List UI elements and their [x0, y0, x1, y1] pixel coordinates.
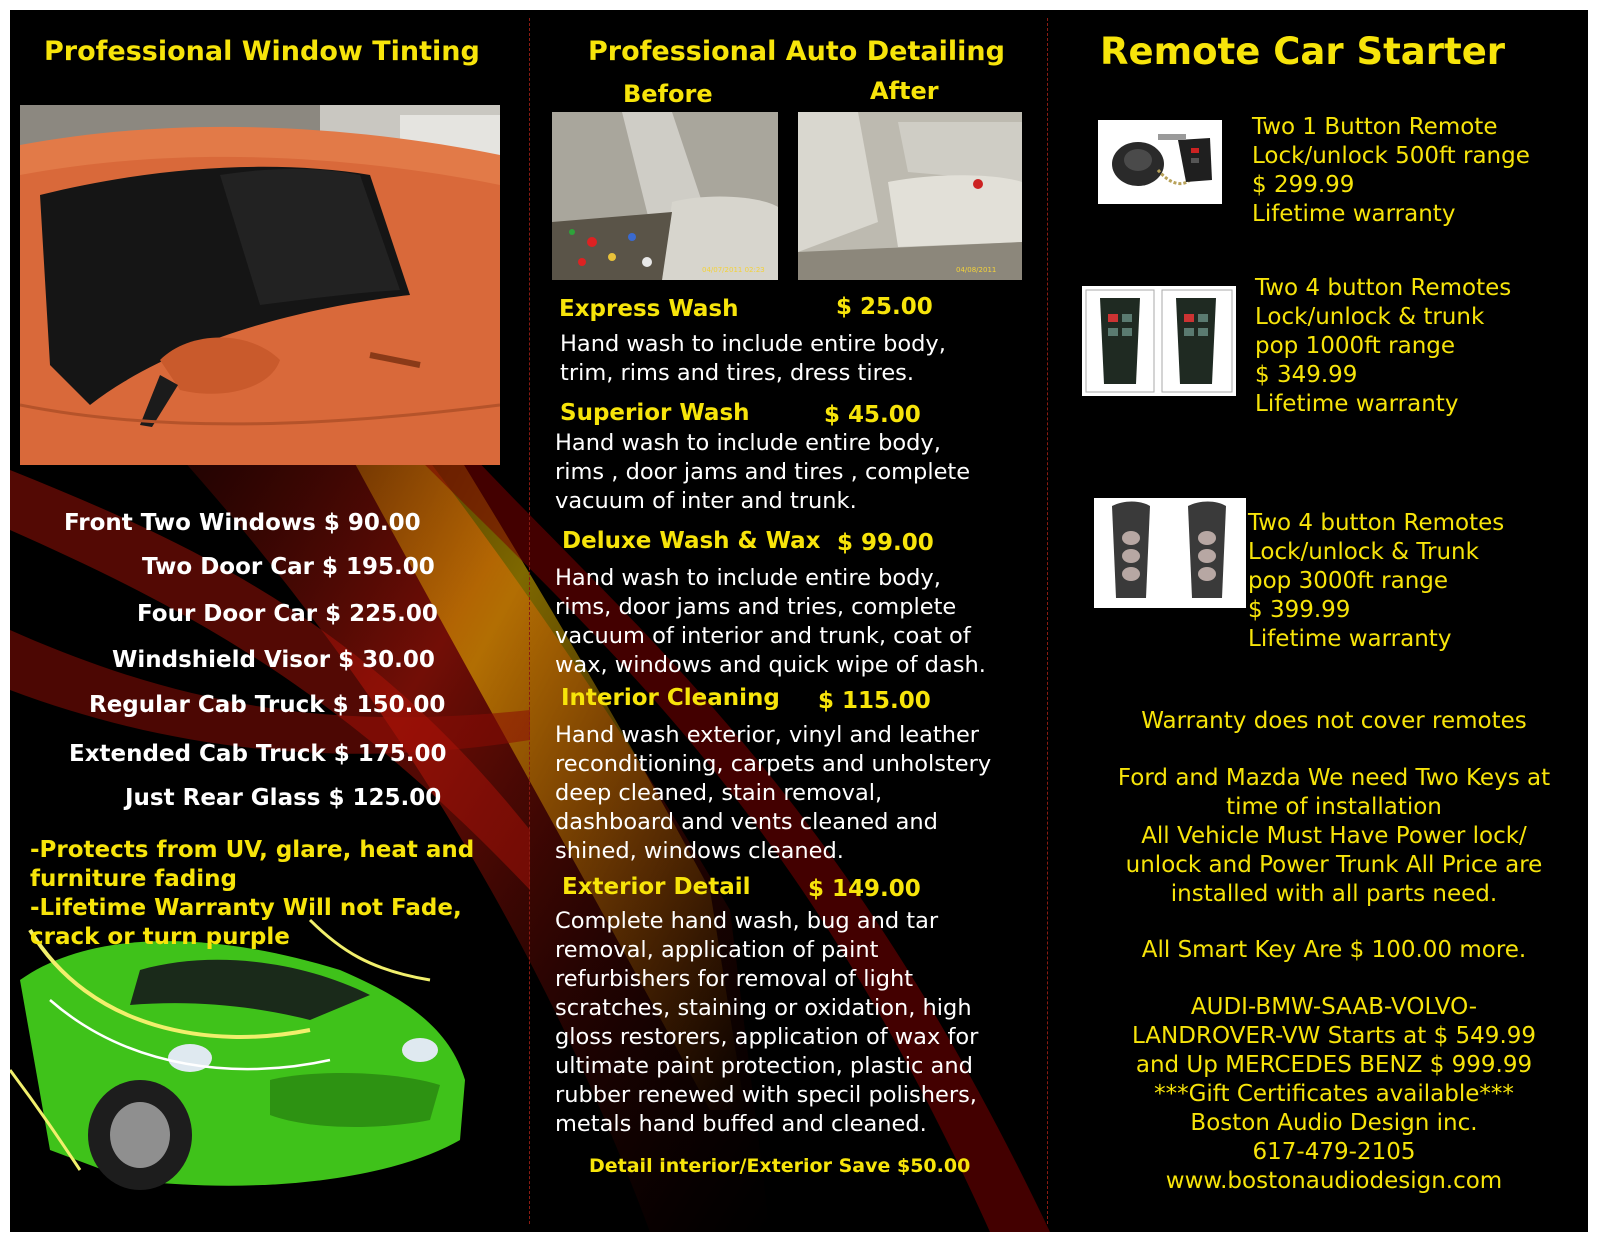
- before-interior-photo: [552, 112, 778, 280]
- benefit-line: -Protects from UV, glare, heat and: [30, 837, 475, 863]
- service-name-superior-wash: Superior Wash: [560, 400, 750, 426]
- before-label: Before: [623, 80, 713, 108]
- price-front-two-windows: Front Two Windows $ 90.00: [64, 510, 421, 536]
- service-desc-exterior-detail: Complete hand wash, bug and tar removal, application of paint refurbishers for removal of light scratches, staining or oxidation, high gloss restorers, application of wax for ultimate paint protection, plastic and rubber renewed with specil polishers, metals hand buffed and cleaned.: [555, 908, 979, 1137]
- service-name-interior-cleaning: Interior Cleaning: [561, 685, 780, 711]
- product-one-button-remote: Two 1 Button Remote Lock/unlock 500ft range $ 299.99 Lifetime warranty: [1252, 114, 1530, 227]
- brochure: [10, 10, 1588, 1232]
- service-name-exterior-detail: Exterior Detail: [562, 874, 751, 900]
- four-button-remotes-image: [1082, 286, 1236, 396]
- after-photo-timestamp: 04/08/2011: [956, 266, 997, 274]
- service-desc-express-wash: Hand wash to include entire body, trim, rims and tires, dress tires.: [560, 331, 946, 386]
- service-desc-interior-cleaning: Hand wash exterior, vinyl and leather reconditioning, carpets and unholstery deep cleaned, stain removal, dashboard and vents cleaned and shined, windows cleaned.: [555, 722, 992, 864]
- service-desc-deluxe-wash-wax: Hand wash to include entire body, rims, door jams and tries, complete vacuum of interior and trunk, coat of wax, windows and quick wipe of dash.: [555, 565, 986, 678]
- key-fob-remote-image: [1098, 120, 1222, 204]
- product-four-button-1000ft: Two 4 button Remotes Lock/unlock & trunk pop 1000ft range $ 349.99 Lifetime warranty: [1255, 275, 1512, 417]
- price-two-door-car: Two Door Car $ 195.00: [142, 554, 435, 580]
- service-price-express-wash: $ 25.00: [836, 294, 933, 320]
- price-just-rear-glass: Just Rear Glass $ 125.00: [125, 785, 442, 811]
- service-price-exterior-detail: $ 149.00: [808, 876, 921, 902]
- service-desc-superior-wash: Hand wash to include entire body, rims , door jams and tires , complete vacuum of inter and trunk.: [555, 430, 971, 514]
- detail-save-offer: Detail interior/Exterior Save $50.00: [589, 1155, 971, 1177]
- auto-detailing-title: Professional Auto Detailing: [588, 36, 1005, 67]
- remote-starter-title: Remote Car Starter: [1100, 30, 1506, 73]
- service-name-deluxe-wash-wax: Deluxe Wash & Wax: [562, 528, 821, 554]
- auto-detailing-column: [530, 10, 1047, 1232]
- price-extended-cab-truck: Extended Cab Truck $ 175.00: [69, 741, 447, 767]
- product-four-button-3000ft: Two 4 button Remotes Lock/unlock & Trunk pop 3000ft range $ 399.99 Lifetime warranty: [1248, 510, 1505, 652]
- smart-key-note: All Smart Key Are $ 100.00 more.: [1141, 937, 1527, 963]
- after-interior-photo: [798, 112, 1022, 280]
- price-windshield-visor: Windshield Visor $ 30.00: [112, 647, 435, 673]
- four-button-3000ft-remotes-image: [1094, 498, 1246, 608]
- service-name-express-wash: Express Wash: [559, 296, 739, 322]
- installation-requirements: Ford and Mazda We need Two Keys at time of installation All Vehicle Must Have Power lock/ unlock and Power Trunk All Price are installed with all parts need.: [1117, 765, 1551, 907]
- price-four-door-car: Four Door Car $ 225.00: [137, 601, 438, 627]
- after-label: After: [870, 77, 939, 105]
- contact-and-pricing: AUDI-BMW-SAAB-VOLVO- LANDROVER-VW Starts at $ 549.99 and Up MERCEDES BENZ $ 999.99 ***Gift Certificates available*** Boston Audio Design inc. 617-479-2105 www.bostonaudiodesign.com: [1131, 994, 1537, 1194]
- service-price-deluxe-wash-wax: $ 99.00: [837, 530, 934, 556]
- tinted-car-photo: [20, 105, 500, 465]
- green-car-illustration: [10, 910, 480, 1200]
- before-photo-timestamp: 04/07/2011 02:23: [702, 266, 765, 274]
- benefit-line: furniture fading: [30, 866, 238, 892]
- price-regular-cab-truck: Regular Cab Truck $ 150.00: [89, 692, 446, 718]
- remote-starter-column: [1048, 10, 1588, 1232]
- warranty-note: Warranty does not cover remotes: [1141, 708, 1527, 734]
- service-price-interior-cleaning: $ 115.00: [818, 688, 931, 714]
- service-price-superior-wash: $ 45.00: [824, 402, 921, 428]
- window-tinting-column: [10, 10, 529, 1232]
- window-tinting-title: Professional Window Tinting: [44, 36, 480, 67]
- benefit-line: -Lifetime Warranty Will not Fade,: [30, 895, 462, 921]
- benefit-line: crack or turn purple: [30, 924, 290, 950]
